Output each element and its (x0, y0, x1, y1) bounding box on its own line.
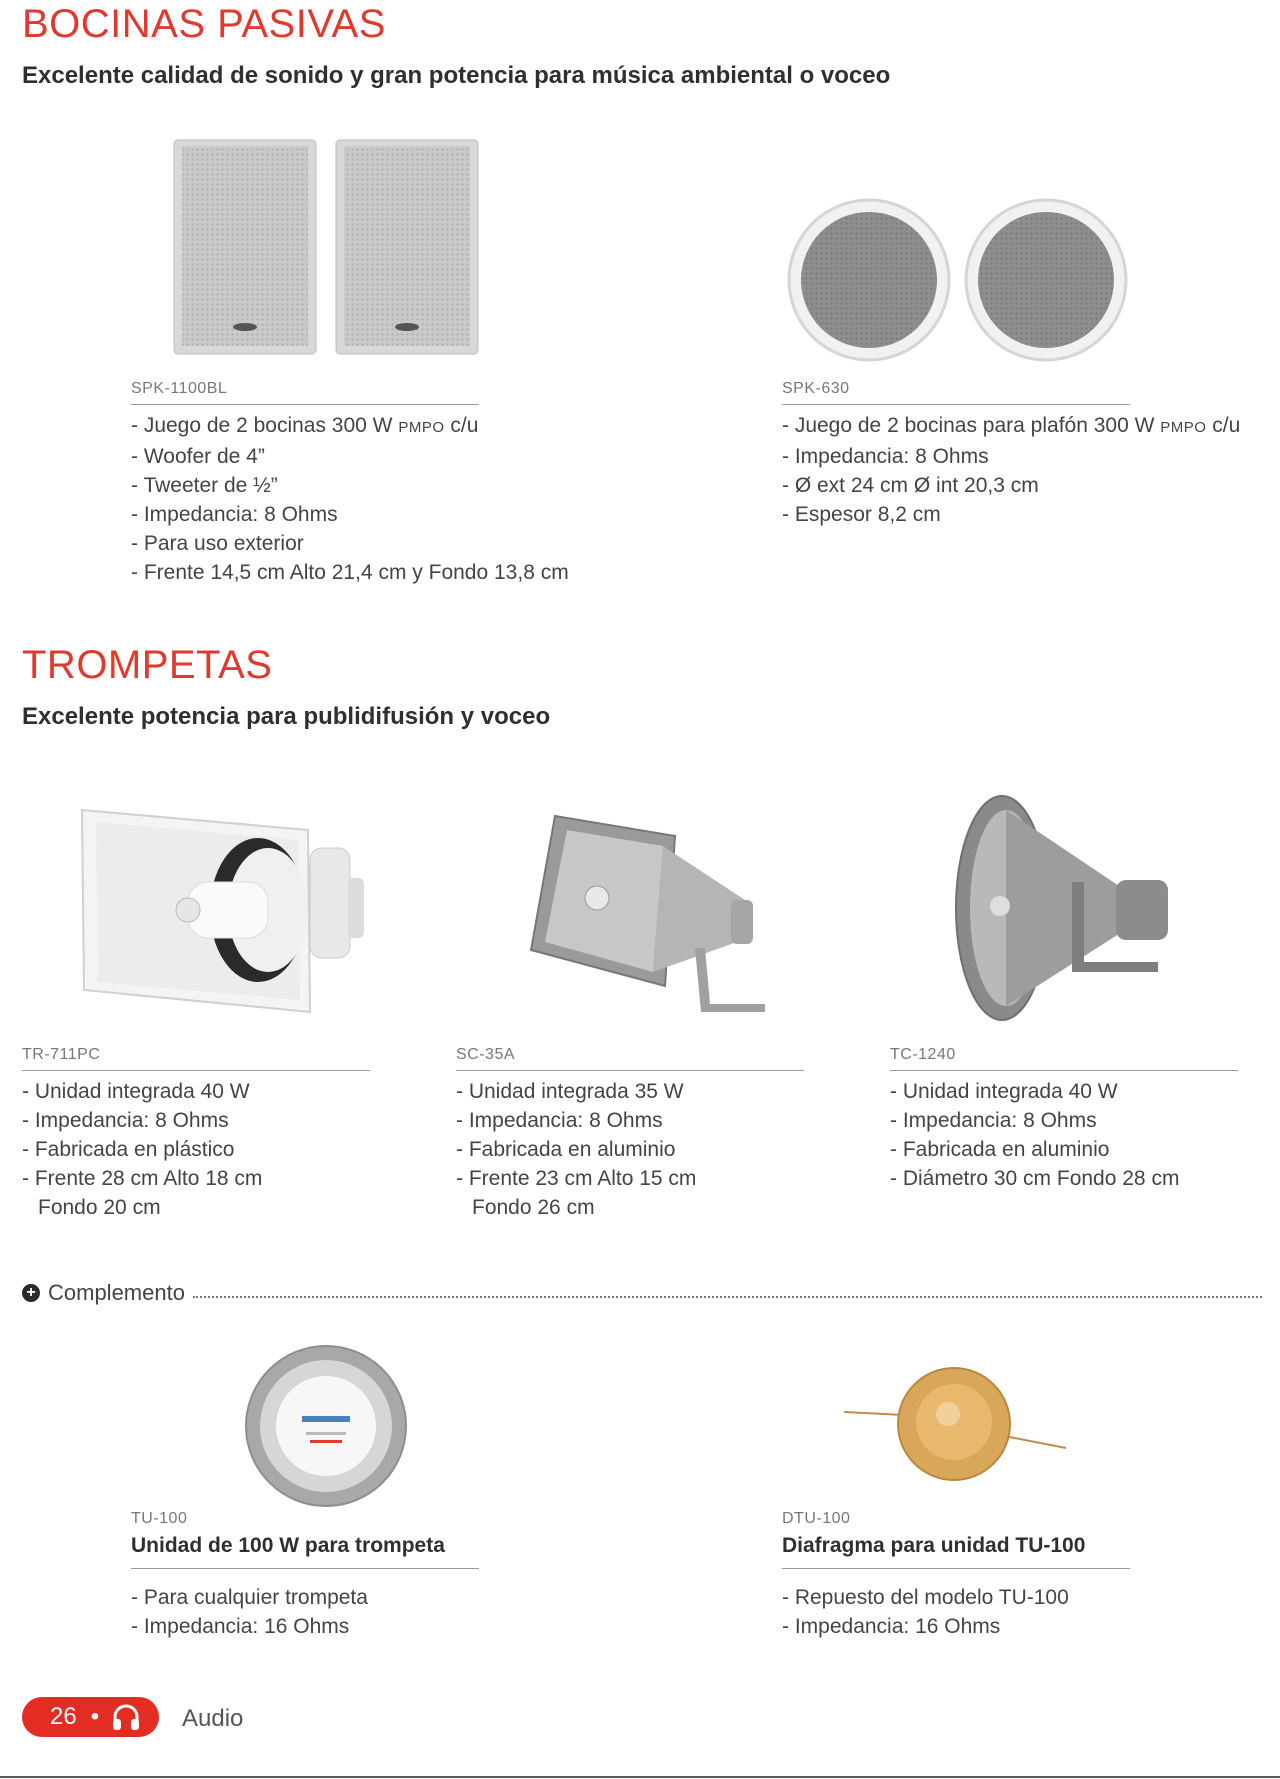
spec-item: - Para uso exterior (131, 532, 304, 555)
divider (131, 1568, 479, 1569)
divider (131, 404, 479, 405)
tr-711pc-image (78, 800, 368, 1020)
page-number: 26 (50, 1703, 77, 1730)
spec-list-sc-35a (456, 1077, 856, 1222)
tu-100-image (242, 1342, 410, 1510)
model-code: SC-35A (456, 1046, 516, 1063)
complemento-label: Complemento (48, 1280, 185, 1305)
spec-item: - Juego de 2 bocinas 300 W PMPO c/u (131, 414, 479, 437)
spec-item: - Impedancia: 16 Ohms (131, 1615, 350, 1638)
spec-item: - Unidad integrada 40 W (22, 1080, 250, 1103)
spec-item: - Impedancia: 16 Ohms (782, 1615, 1001, 1638)
divider (782, 404, 1130, 405)
spec-item: - Repuesto del modelo TU-100 (782, 1586, 1069, 1609)
model-code: TR-711PC (22, 1046, 101, 1063)
spec-item: - Para cualquier trompeta (131, 1586, 368, 1609)
spec-item: - Unidad integrada 40 W (890, 1080, 1118, 1103)
spec-item: - Diámetro 30 cm Fondo 28 cm (890, 1167, 1180, 1190)
spec-item: - Juego de 2 bocinas para plafón 300 W PMPO c/u (782, 414, 1241, 437)
spk-630-image (784, 196, 1130, 364)
spec-item: - Frente 28 cm Alto 18 cm (22, 1167, 263, 1190)
model-code: TC-1240 (890, 1046, 956, 1063)
product-tu-100 (131, 1510, 479, 1569)
spec-item: - Impedancia: 8 Ohms (22, 1109, 229, 1132)
spec-list-spk-630 (782, 411, 1280, 529)
spec-item: - Tweeter de ½” (131, 474, 278, 497)
product-tc-1240 (890, 1046, 1238, 1071)
product-tr-711pc (22, 1046, 370, 1071)
spec-item: - Frente 23 cm Alto 15 cm (456, 1167, 697, 1190)
divider (456, 1070, 804, 1071)
spec-item: - Fabricada en aluminio (456, 1138, 676, 1161)
product-name: Diafragma para unidad TU-100 (782, 1534, 1086, 1557)
product-sc-35a (456, 1046, 804, 1071)
divider (890, 1070, 1238, 1071)
spec-list-dtu-100 (782, 1583, 1202, 1641)
trompetas-title: TROMPETAS (22, 643, 273, 687)
ceiling-speaker-left (789, 200, 949, 360)
spec-item: - Impedancia: 8 Ohms (456, 1109, 663, 1132)
spec-item: - Unidad integrada 35 W (456, 1080, 684, 1103)
product-spk-1100bl (131, 380, 479, 405)
tc-1240-image (952, 792, 1184, 1022)
dotted-leader (193, 1296, 1262, 1298)
spec-list-tu-100 (131, 1583, 531, 1641)
spec-list-spk-1100bl (131, 411, 631, 587)
wall-speaker-left (174, 140, 316, 354)
spec-item: - Impedancia: 8 Ohms (890, 1109, 1097, 1132)
trompetas-subtitle: Excelente potencia para publidifusión y voceo (22, 703, 551, 730)
spec-item: - Fabricada en plástico (22, 1138, 235, 1161)
spec-item-continued: Fondo 26 cm (472, 1196, 595, 1219)
spk-1100bl-image (170, 132, 490, 360)
spec-list-tr-711pc (22, 1077, 422, 1222)
plus-circle-icon: + (22, 1284, 40, 1302)
headphones-icon (111, 1703, 141, 1731)
section-label: Audio (182, 1705, 244, 1732)
page-number-badge (22, 1697, 159, 1737)
spec-item: - Ø ext 24 cm Ø int 20,3 cm (782, 474, 1039, 497)
sc-35a-image (525, 808, 775, 1026)
spec-item: - Woofer de 4” (131, 445, 265, 468)
ceiling-speaker-right (966, 200, 1126, 360)
complemento-header (22, 1280, 1262, 1306)
spec-item-continued: Fondo 20 cm (38, 1196, 161, 1219)
wall-speaker-right (336, 140, 478, 354)
spec-item: - Impedancia: 8 Ohms (131, 503, 338, 526)
dtu-100-image (844, 1362, 1070, 1492)
model-code: SPK-1100BL (131, 380, 228, 397)
spec-item: - Frente 14,5 cm Alto 21,4 cm y Fondo 13,8 cm (131, 561, 569, 584)
bocinas-subtitle: Excelente calidad de sonido y gran potencia para música ambiental o voceo (22, 62, 891, 89)
divider (22, 1070, 370, 1071)
spec-item: - Espesor 8,2 cm (782, 503, 941, 526)
spec-item: - Impedancia: 8 Ohms (782, 445, 989, 468)
model-code: SPK-630 (782, 380, 850, 397)
bottom-rule (0, 1776, 1280, 1778)
separator-dot: • (90, 1703, 100, 1730)
spec-list-tc-1240 (890, 1077, 1270, 1193)
bocinas-title: BOCINAS PASIVAS (22, 2, 386, 46)
product-spk-630 (782, 380, 1130, 405)
product-name: Unidad de 100 W para trompeta (131, 1534, 445, 1557)
divider (782, 1568, 1130, 1569)
model-code: DTU-100 (782, 1510, 851, 1527)
product-dtu-100 (782, 1510, 1130, 1569)
model-code: TU-100 (131, 1510, 188, 1527)
spec-item: - Fabricada en aluminio (890, 1138, 1110, 1161)
